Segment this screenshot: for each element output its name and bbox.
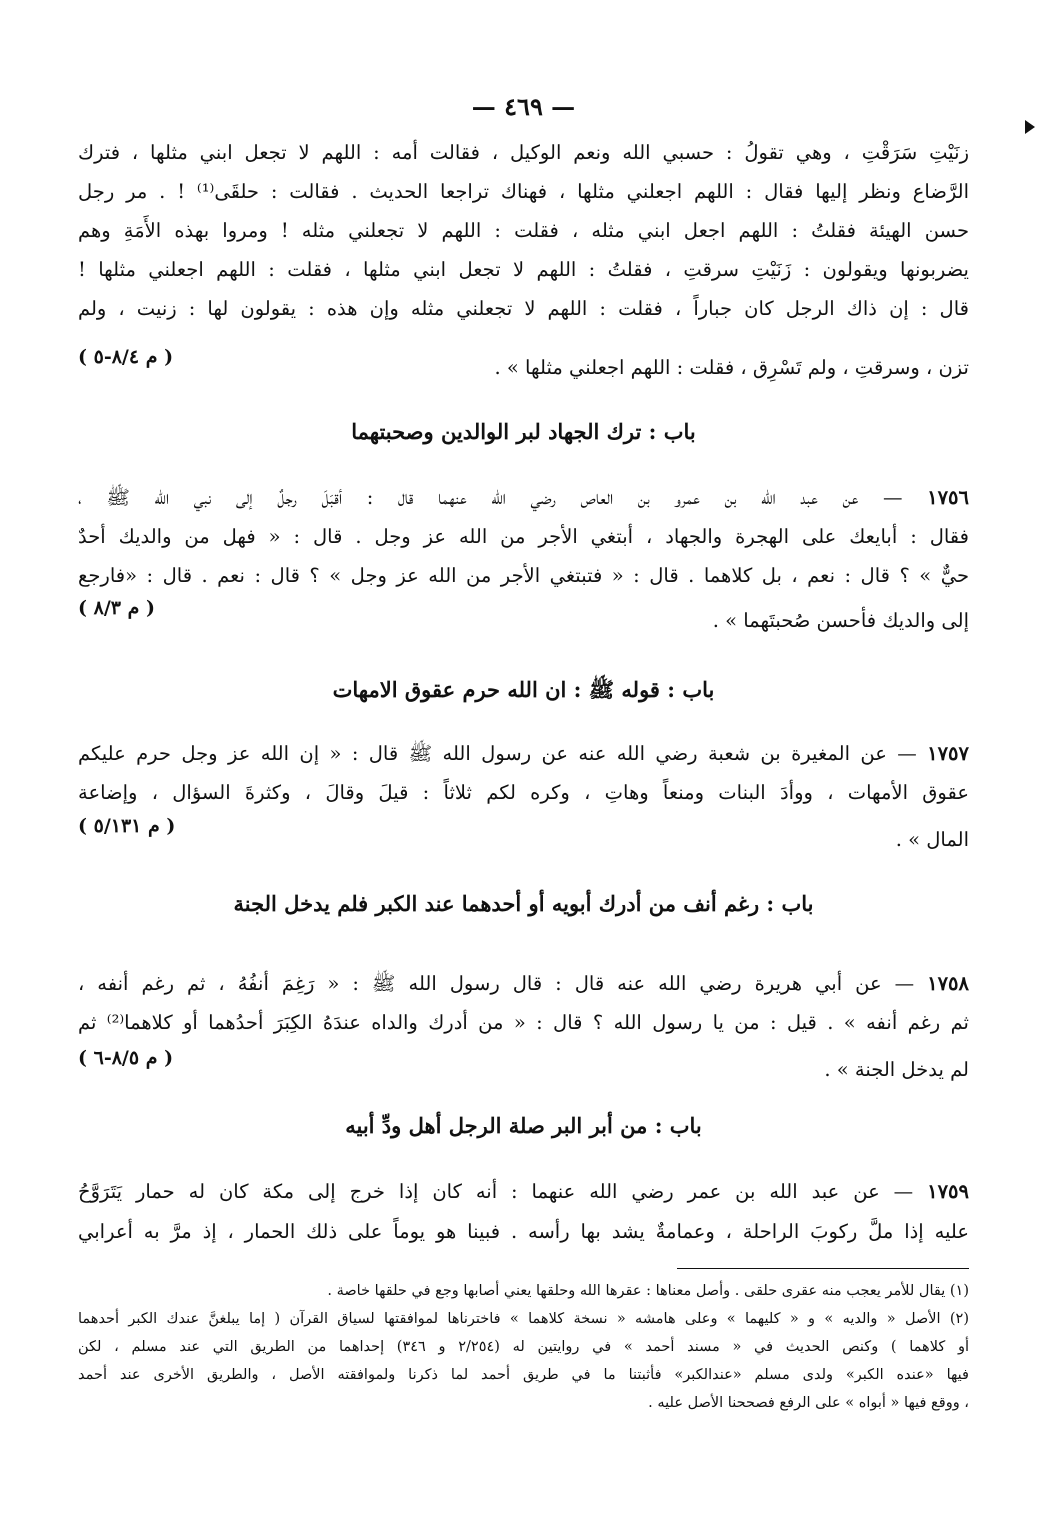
hadith-text: — عن عبد الله بن عمر رضي الله عنهما : أنه كان إذا خرج إلى مكة كان له حمار يَتَرَوَّحُ [78, 1180, 928, 1203]
text-line: المال » . [895, 828, 969, 851]
text-line: عقوق الأمهات ، ووأدَ البنات ومنعاً وهاتِ ، وكره لكم ثلاثاً : قيلَ وقالَ ، وكثرةَ السؤال ، وإضاعة [78, 781, 969, 804]
chapter-heading: باب : قوله ﷺ : ان الله حرم عقوق الامهات [332, 677, 715, 702]
footnote: أو كلاهما ) وكنص الحديث في « مسند أحمد » في روايتين له (٢/٢٥٤ و ٣٤٦) إحداهما من الطريق التي عند مسلم ، لكن [78, 1339, 969, 1355]
hadith-text: — عن عبد الله بن عمرو بن العاص رضي الله عنهما قال : أقبَلَ رجلٌ إلى نبي الله ﷺ ، [78, 486, 928, 509]
hadith-text: — عن أبي هريرة رضي الله عنه قال : قال رسول الله ﷺ : « رَغِمَ أنفُهُ ، ثم رغم أنفه ، [78, 972, 928, 995]
hadith-number: ١٧٥٩ [927, 1180, 969, 1203]
text-line: إلى والديك فأحسن صُحبتَهما » . [712, 609, 969, 632]
footnote: ، ووقع فيها « أبواه » على الرفع فصححنا الأصل عليه . [648, 1395, 969, 1411]
text-line: يضربونها ويقولون : زَنَيْتِ سرقتِ ، فقلتُ : اللهم لا تجعل ابني مثلها ، فقلت : اللهم اجعلني مثلها ! [78, 258, 969, 281]
hadith-number: ١٧٥٨ [927, 972, 969, 995]
source-reference: ( م ٥/١٣١ ) [78, 815, 176, 837]
hadith-number: ١٧٥٧ [927, 742, 969, 765]
text-line [78, 1172, 969, 1212]
footnote: (١) يقال للأمر يعجب منه عقرى حلقى . وأصل معناها : عقرها الله وحلقها يعني أصابها وجع في حلقها خاصة . [327, 1283, 969, 1299]
footnote: (٢) الأصل « والديه » و « كليهما » وعلى هامشه « نسخة كلاهما » فاخترناها لموافقتها لسياق القرآن ( إما يبلغنَّ عندك الكبر أحدهما [78, 1311, 969, 1327]
text-line [78, 478, 969, 518]
hadith-text: — عن المغيرة بن شعبة رضي الله عنه عن رسول الله ﷺ قال : « إن الله عز وجل حرم عليكم [78, 742, 928, 765]
text-line [78, 964, 969, 1004]
text-line: حسن الهيئة فقلتُ : اللهم اجعل ابني مثله ، فقلت : اللهم لا تجعلني مثله ! ومروا بهذه الأَمَةِ وهم [78, 219, 969, 242]
text-line: حيٌّ » ؟ قال : نعم ، بل كلاهما . قال : « فتبتغي الأجر من الله عز وجل » ؟ قال : نعم . قال : «فارجع [78, 564, 969, 587]
text-line: قال : إن ذاك الرجل كان جباراً ، فقلت : اللهم لا تجعلني مثله وإن هذه : يقولون لها : زنيت ، ولم [78, 297, 969, 320]
source-reference: ( م ٨/٤-٥ ) [78, 346, 174, 368]
text-line: لم يدخل الجنة » . [824, 1058, 969, 1081]
margin-marker-icon [1025, 120, 1035, 134]
text-line: الرَّضاع ونظر إليها فقال : اللهم اجعلني مثلها ، فهناك تراجعا الحديث . فقالت : حلقَى⁽¹⁾ ! . مر رجل [78, 180, 969, 203]
page-number: — ٤٦٩ — [471, 92, 576, 121]
footnote: فيها «عنده الكبر» ولدى مسلم «عندالكبر» فأثبتنا ما في طريق أحمد لما ذكرنا ولموافقته الأصل ، والطريق الأخرى عند أحمد [78, 1367, 969, 1383]
source-reference: ( م ٨/٥-٦ ) [78, 1047, 174, 1069]
text-line: زنَيْتِ سَرَقْتِ ، وهي تقولُ : حسبي الله ونعم الوكيل ، فقالت أمه : اللهم لا تجعل ابني مثلها ، فترك [78, 141, 969, 164]
text-line: ثم رغم أنفه » . قيل : من يا رسول الله ؟ قال : « من أدرك والداه عندَهُ الكِبَرَ أحدُهما أو كلاهما⁽²⁾ ثم [78, 1011, 969, 1034]
footnote-divider [677, 1268, 969, 1269]
text-line [78, 734, 969, 774]
text-line: تزن ، وسرقتِ ، ولم تَسْرِق ، فقلت : اللهم اجعلني مثلها » . [494, 356, 969, 379]
source-reference: ( م ٨/٣ ) [78, 597, 155, 619]
text-line: فقال : أبايعك على الهجرة والجهاد ، أبتغي الأجر من الله عز وجل . قال : « فهل من والديك أحدٌ [78, 525, 969, 548]
hadith-number: ١٧٥٦ [927, 486, 969, 509]
text-line: عليه إذا ملَّ ركوبَ الراحلة ، وعمامةٌ يشد بها رأسه . فبينا هو يوماً على ذلك الحمار ، إذ مرَّ به أعرابي [78, 1220, 969, 1243]
chapter-heading: باب : رغم أنف من أدرك أبويه أو أحدهما عند الكبر فلم يدخل الجنة [233, 891, 814, 916]
chapter-heading: باب : ترك الجهاد لبر الوالدين وصحبتهما [351, 419, 696, 444]
chapter-heading: باب : من أبر البر صلة الرجل أهل ودِّ أبيه [345, 1113, 702, 1138]
